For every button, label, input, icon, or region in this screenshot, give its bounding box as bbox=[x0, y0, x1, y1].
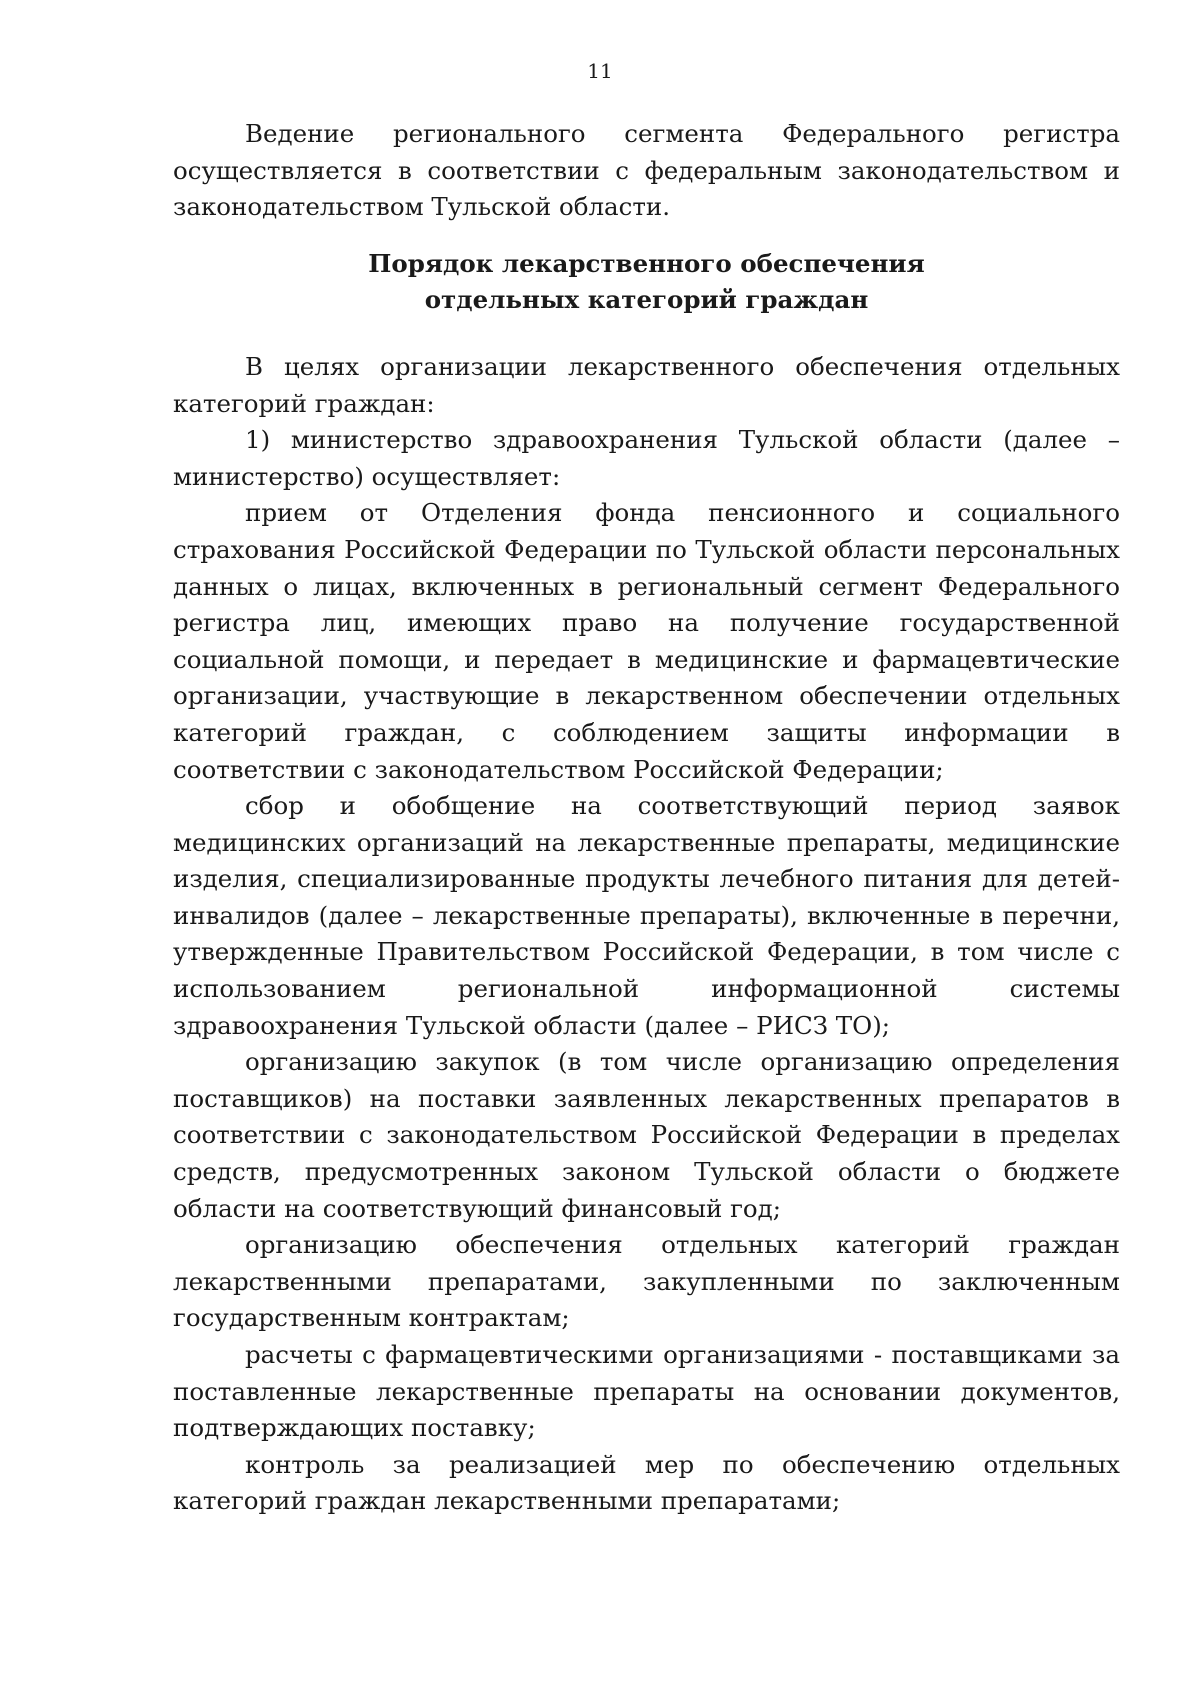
document-body bbox=[173, 116, 1120, 1520]
paragraph-ministry: 1) министерство здравоохранения Тульской области (далее – министерство) осуществляет: bbox=[173, 425, 1120, 491]
section-heading-line-2: отдельных категорий граждан bbox=[424, 285, 869, 315]
paragraph-supply-organization: организацию обеспечения отдельных категорий граждан лекарственными препаратами, закупленными по заключенным государственным контрактам; bbox=[173, 1230, 1120, 1333]
section-heading-line-1: Порядок лекарственного обеспечения bbox=[368, 248, 925, 278]
section-heading bbox=[173, 246, 1120, 319]
paragraph-purpose: В целях организации лекарственного обеспечения отдельных категорий граждан: bbox=[173, 351, 1120, 418]
paragraph-procurement: организацию закупок (в том числе организацию определения поставщиков) на поставки заявленных лекарственных препаратов в соответствии с законодательством Российской Федерации в пределах средств, предусмотренных законом Тульской области о бюджете области на соответствующий финансовый год; bbox=[173, 1047, 1120, 1223]
page-number: 11 bbox=[587, 59, 613, 83]
paragraph-settlements: расчеты с фармацевтическими организациями - поставщиками за поставленные лекарственные препараты на основании документов, подтверждающих поставку; bbox=[173, 1340, 1120, 1443]
paragraph-control: контроль за реализацией мер по обеспечению отдельных категорий граждан лекарственными препаратами; bbox=[173, 1449, 1120, 1516]
intro-paragraph: Ведение регионального сегмента Федерального регистра осуществляется в соответствии с федеральным законодательством и законодательством Тульской области. bbox=[173, 119, 1120, 222]
paragraph-data-reception: прием от Отделения фонда пенсионного и социального страхования Российской Федерации по Тульской области персональных данных о лицах, включенных в региональный сегмент Федерального регистра лиц, имеющих право на получение государственной социальной помощи, и передает в медицинские и фармацевтические организации, участвующие в лекарственном обеспечении отдельных категорий граждан, с соблюдением защиты информации в соответствии с законодательством Российской Федерации; bbox=[173, 498, 1120, 784]
paragraph-requests-collection: сбор и обобщение на соответствующий период заявок медицинских организаций на лекарственные препараты, медицинские изделия, специализированные продукты лечебного питания для детей-инвалидов (далее – лекарственные препараты), включенные в перечни, утвержденные Правительством Российской Федерации, в том числе с использованием региональной информационной системы здравоохранения Тульской области (далее – РИСЗ ТО); bbox=[173, 791, 1120, 1040]
